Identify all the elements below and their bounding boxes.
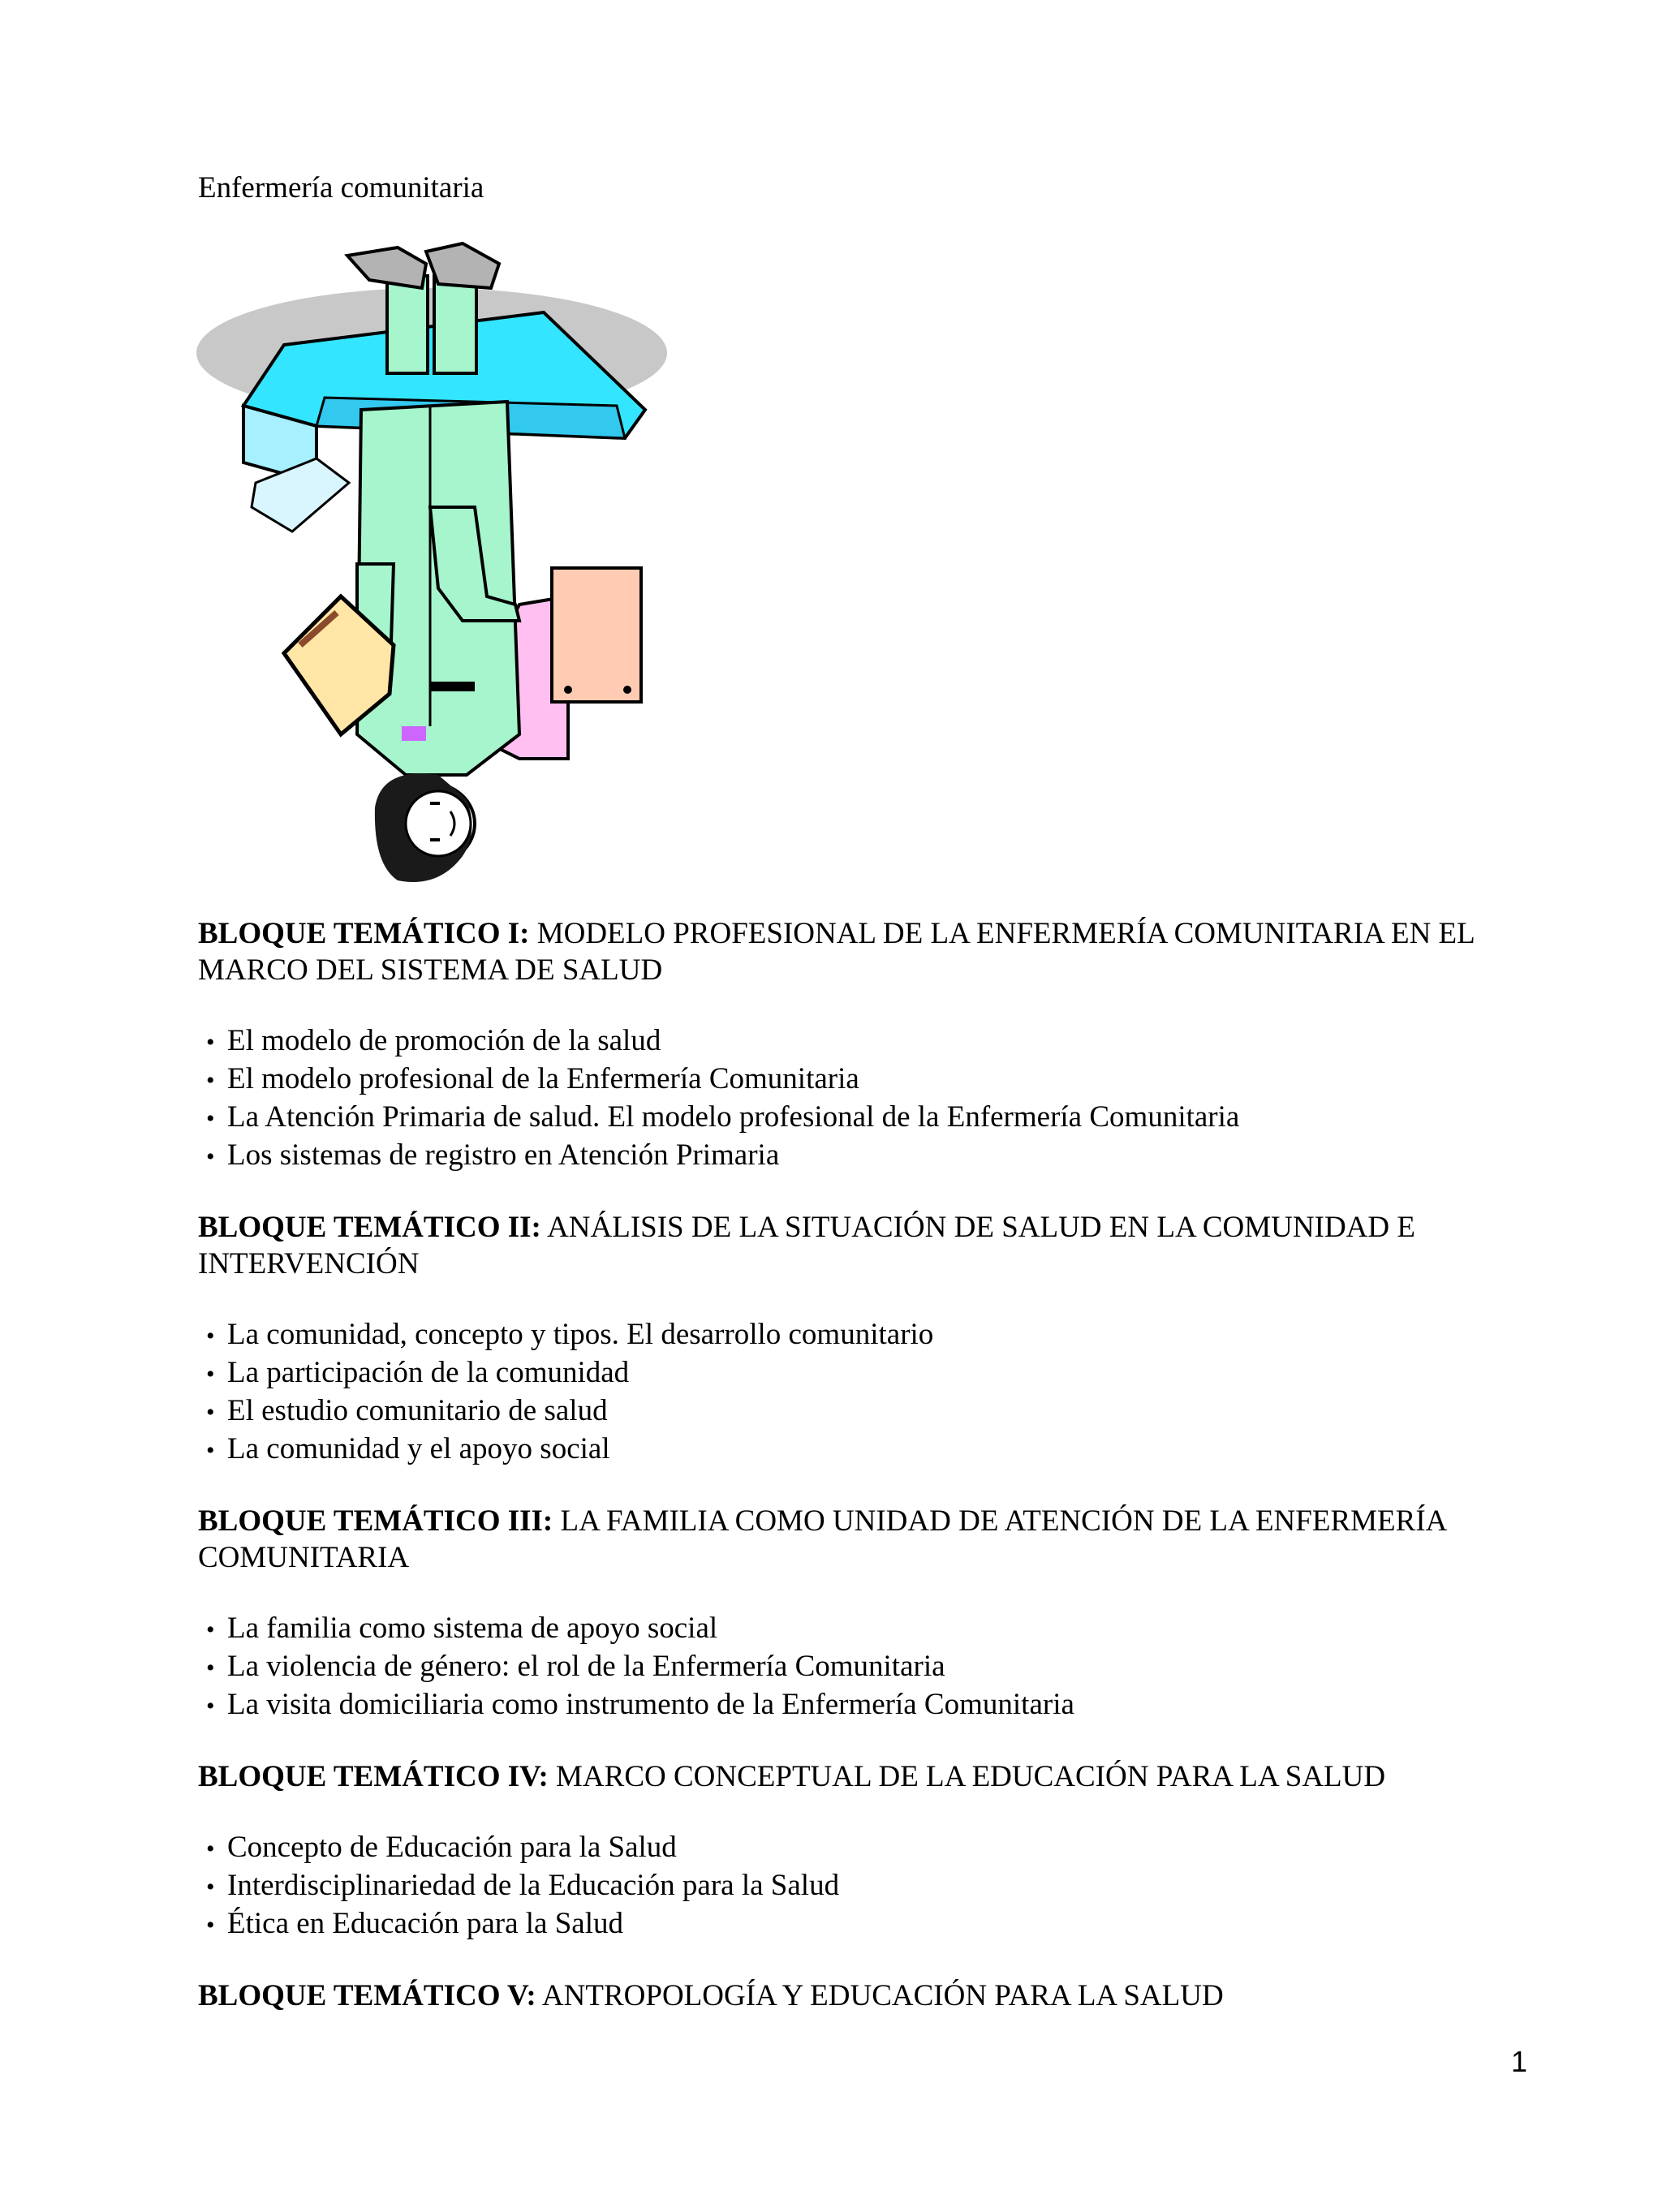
- block-2: [198, 1209, 1537, 1469]
- block-title: ANTROPOLOGÍA Y EDUCACIÓN PARA LA SALUD: [541, 1979, 1224, 2012]
- bullet-icon: •: [206, 1655, 215, 1681]
- list-item: • El estudio comunitario de salud: [198, 1392, 1537, 1431]
- block-label: BLOQUE TEMÁTICO IV:: [198, 1760, 549, 1793]
- content-area: [198, 915, 1537, 2048]
- bullet-icon: •: [206, 1029, 215, 1056]
- bullet-icon: •: [206, 1323, 215, 1349]
- block-label: BLOQUE TEMÁTICO V:: [198, 1979, 536, 2012]
- page-number: 1: [1511, 2045, 1528, 2078]
- bullet-icon: •: [206, 1874, 215, 1900]
- list-item: • La violencia de género: el rol de la Enfermería Comunitaria: [198, 1648, 1537, 1686]
- list-item: • La Atención Primaria de salud. El modelo profesional de la Enfermería Comunitaria: [198, 1099, 1537, 1137]
- block-label: BLOQUE TEMÁTICO I:: [198, 917, 530, 950]
- bullet-icon: •: [206, 1835, 215, 1862]
- bullet-icon: •: [206, 1616, 215, 1643]
- bullet-icon: •: [206, 1143, 215, 1170]
- block-label: BLOQUE TEMÁTICO II:: [198, 1211, 541, 1244]
- list-item: • La participación de la comunidad: [198, 1354, 1537, 1392]
- bullet-icon: •: [206, 1361, 215, 1388]
- list-item: • La comunidad, concepto y tipos. El desarrollo comunitario: [198, 1316, 1537, 1354]
- block-heading: [198, 1209, 1537, 1282]
- list-item: • Interdisciplinariedad de la Educación para la Salud: [198, 1867, 1537, 1905]
- list-item: • El modelo profesional de la Enfermería Comunitaria: [198, 1061, 1537, 1099]
- bullet-list: [198, 1610, 1537, 1724]
- block-1: [198, 915, 1537, 1175]
- block-heading: [198, 1977, 1537, 2014]
- block-5: [198, 1977, 1537, 2014]
- bullet-icon: •: [206, 1067, 215, 1094]
- block-title: MARCO CONCEPTUAL DE LA EDUCACIÓN PARA LA SALUD: [556, 1760, 1386, 1793]
- bullet-icon: •: [206, 1437, 215, 1464]
- bullet-list: [198, 1022, 1537, 1175]
- list-item: • La familia como sistema de apoyo social: [198, 1610, 1537, 1648]
- block-heading: [198, 1503, 1537, 1576]
- list-item: • Ética en Educación para la Salud: [198, 1905, 1537, 1943]
- list-item: • Concepto de Educación para la Salud: [198, 1829, 1537, 1867]
- block-label: BLOQUE TEMÁTICO III:: [198, 1504, 553, 1538]
- bullet-list: [198, 1829, 1537, 1943]
- list-item: • La comunidad y el apoyo social: [198, 1431, 1537, 1469]
- bullet-icon: •: [206, 1105, 215, 1132]
- block-heading: [198, 915, 1537, 988]
- bullet-icon: •: [206, 1693, 215, 1719]
- block-4: [198, 1758, 1537, 1943]
- list-item: • El modelo de promoción de la salud: [198, 1022, 1537, 1061]
- bullet-icon: •: [206, 1399, 215, 1426]
- block-title: MODELO PROFESIONAL DE LA ENFERMERÍA COMUNITARIA EN EL MARCO DEL SISTEMA DE SALUD: [198, 917, 1475, 987]
- document-title: Enfermería comunitaria: [198, 171, 484, 204]
- list-item: • La visita domiciliaria como instrumento de la Enfermería Comunitaria: [198, 1686, 1537, 1724]
- block-title: ANÁLISIS DE LA SITUACIÓN DE SALUD EN LA COMUNIDAD E INTERVENCIÓN: [198, 1211, 1415, 1280]
- block-heading: [198, 1758, 1537, 1795]
- block-3: [198, 1503, 1537, 1724]
- block-title: LA FAMILIA COMO UNIDAD DE ATENCIÓN DE LA ENFERMERÍA COMUNITARIA: [198, 1504, 1446, 1574]
- nurse-clipart-icon: [195, 239, 682, 889]
- list-item: • Los sistemas de registro en Atención Primaria: [198, 1137, 1537, 1175]
- bullet-list: [198, 1316, 1537, 1469]
- bullet-icon: •: [206, 1912, 215, 1939]
